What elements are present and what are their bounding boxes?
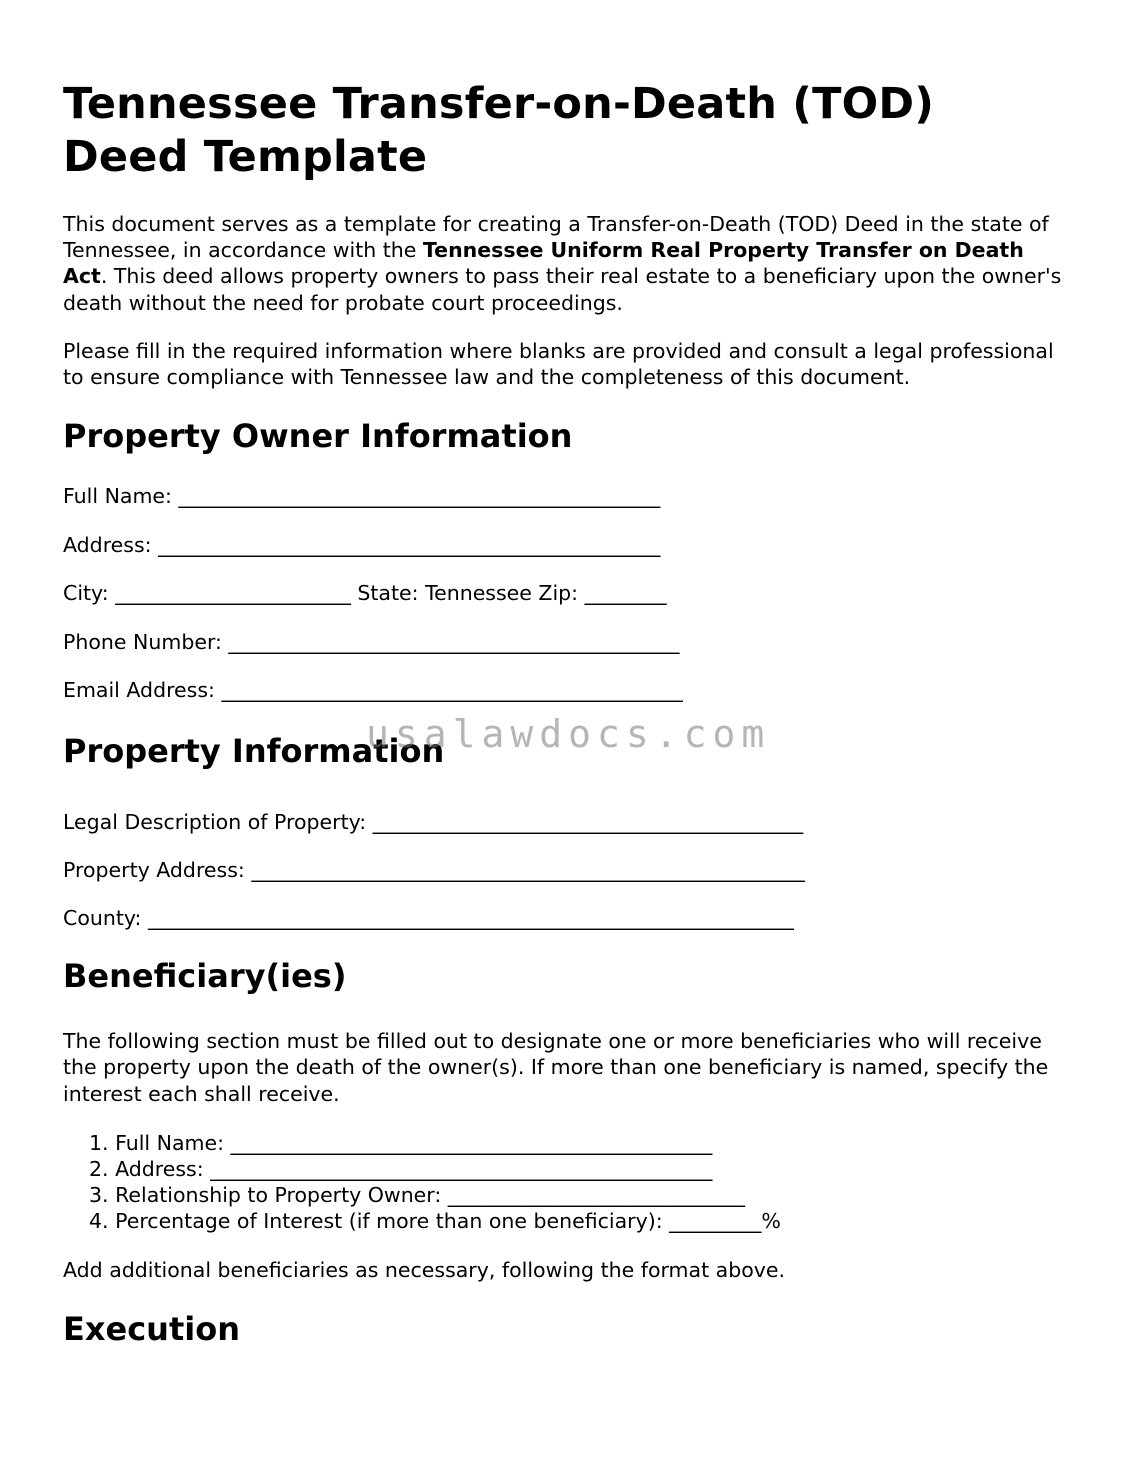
owner-email-field[interactable]: Email Address: _____________________________________________ — [63, 678, 683, 703]
owner-phone-field[interactable]: Phone Number: ____________________________________________ — [63, 629, 680, 654]
owner-fields — [63, 483, 1063, 703]
intro-paragraph-2: Please fill in the required information where blanks are provided and consult a legal professional to ensure compliance with Tennessee law and the completeness of this document. — [63, 338, 1054, 390]
beneficiaries-section-heading: Beneficiary(ies) — [63, 957, 347, 996]
watermark: usalawdocs.com — [366, 712, 771, 756]
act-name: Tennessee Uniform Real Property Transfer on Death Act — [63, 238, 1024, 289]
execution-section-heading: Execution — [63, 1309, 240, 1348]
beneficiary-full-name-field[interactable]: 1. Full Name: _______________________________________________ — [89, 1130, 713, 1155]
beneficiaries-intro: The following section must be filled out to designate one or more beneficiaries who will receive the property upon the death of the owner(s). If more than one beneficiary is named, specify the interest each shall receive. — [63, 1029, 1049, 1106]
document-title: Tennessee Transfer-on-Death (TOD) Deed Template — [63, 79, 935, 182]
property-section-heading: Property Information — [63, 732, 445, 771]
owner-address-field[interactable]: Address: _________________________________________________ — [63, 532, 661, 557]
beneficiary-address-field[interactable]: 2. Address: _________________________________________________ — [89, 1157, 713, 1182]
beneficiary-relationship-field[interactable]: 3. Relationship to Property Owner: _____________________________ — [89, 1183, 746, 1208]
beneficiary-percentage-field[interactable]: 4. Percentage of Interest (if more than one beneficiary): _________% — [89, 1209, 781, 1234]
property-fields — [63, 809, 1063, 931]
beneficiaries-additional-note: Add additional beneficiaries as necessary, following the format above. — [63, 1257, 786, 1282]
owner-city-state-zip-field[interactable]: City: _______________________ State: Tennessee Zip: ________ — [63, 581, 667, 606]
intro-paragraph-1 — [63, 211, 1063, 316]
owner-full-name-field[interactable]: Full Name: _______________________________________________ — [63, 484, 661, 509]
owner-section-heading: Property Owner Information — [63, 417, 573, 456]
intro-text-a: This document serves as a template for creating a Transfer-on-Death (TOD) Deed in the state of Tennessee, in accordance with the — [63, 212, 1049, 263]
legal-description-field[interactable]: Legal Description of Property: __________________________________________ — [63, 810, 804, 835]
beneficiary-list — [63, 1130, 1063, 1235]
intro-text-b: . This deed allows property owners to pass their real estate to a beneficiary upon the owner's death without the need for probate court proceedings. — [63, 264, 1062, 315]
property-address-field[interactable]: Property Address: ______________________________________________________ — [63, 858, 805, 883]
county-field[interactable]: County: _______________________________________________________________ — [63, 906, 794, 931]
